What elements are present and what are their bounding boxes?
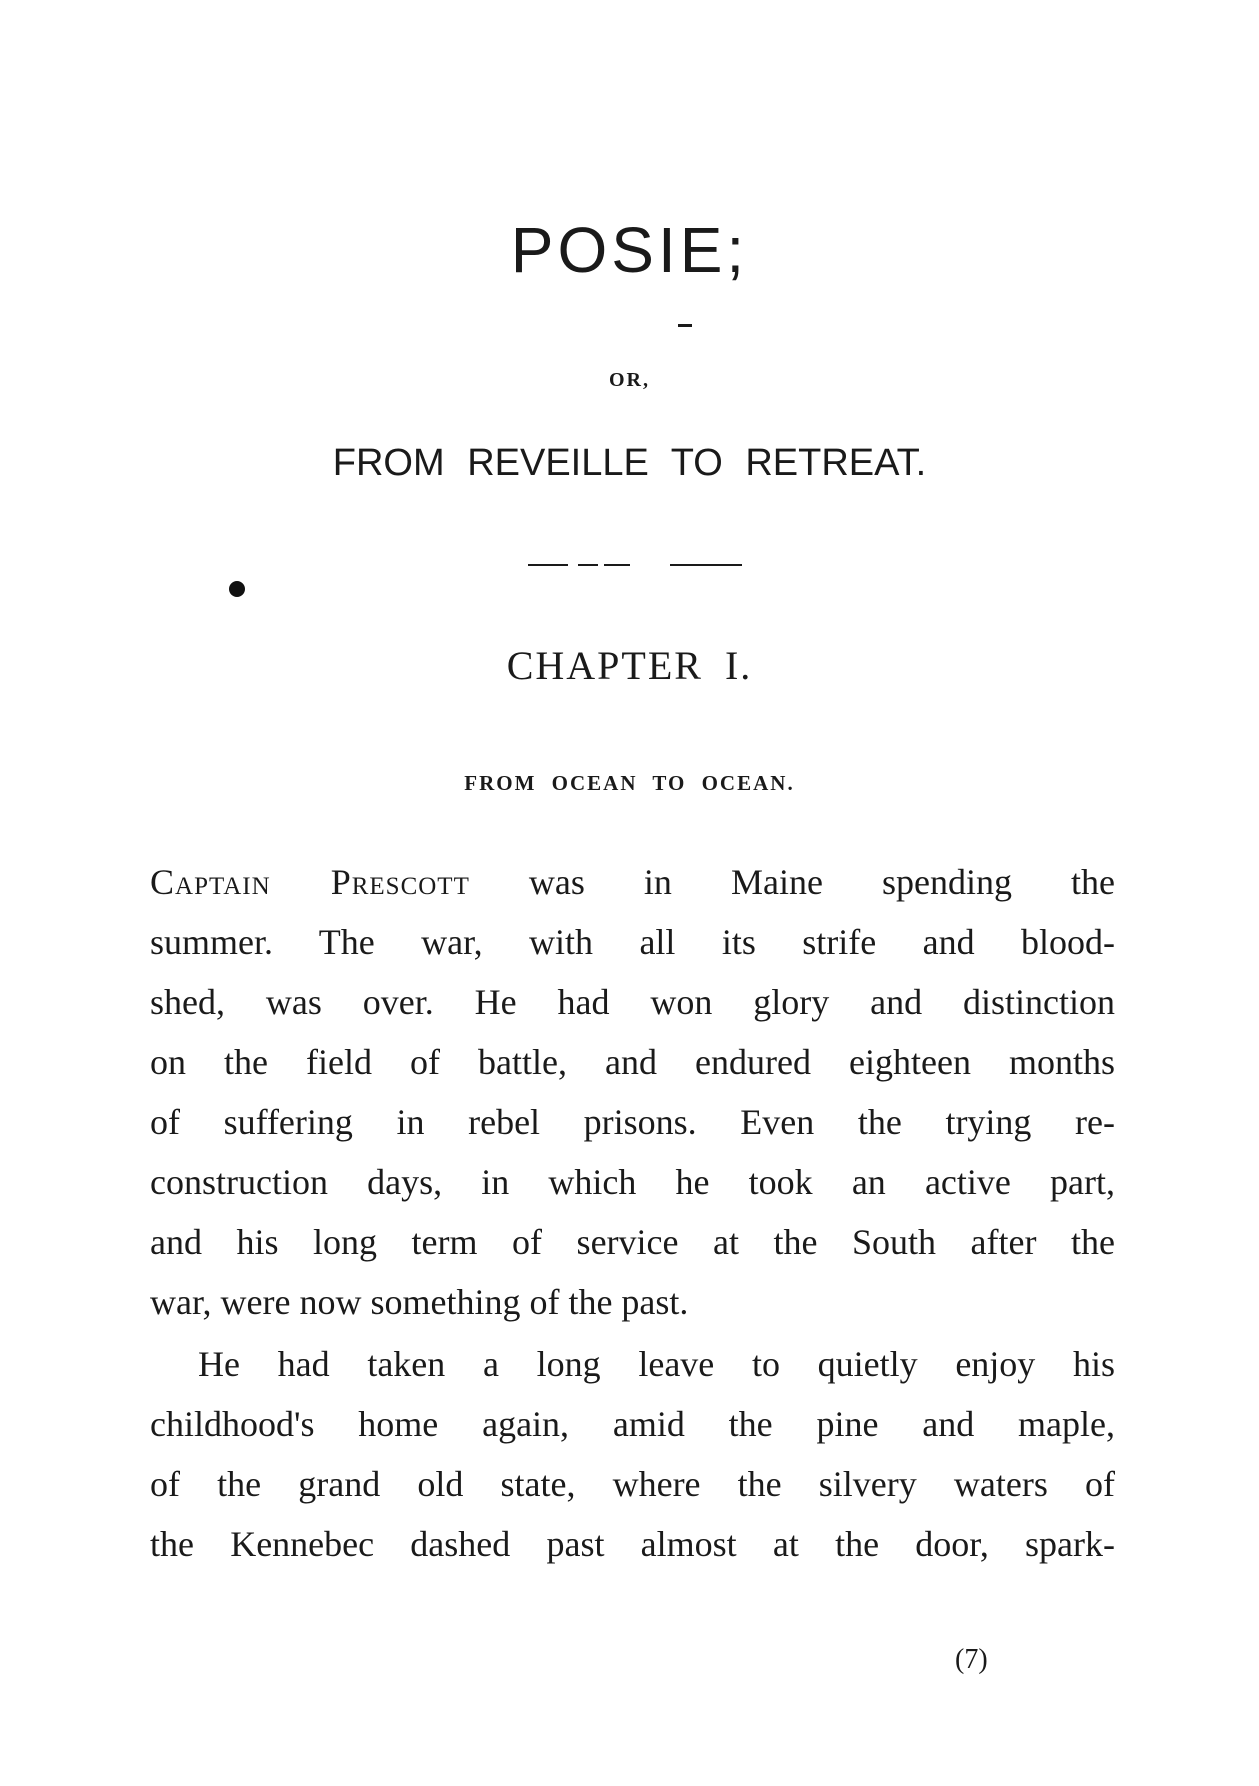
text-line: of the grand old state, where the silvery waters of [150, 1464, 1115, 1504]
text-line: He had taken a long leave to quietly enjoy his [198, 1344, 1115, 1384]
text-line: war, were now something of the past. [150, 1282, 689, 1322]
text-line: construction days, in which he took an active part, [150, 1162, 1115, 1202]
text-line: and his long term of service at the South after the [150, 1222, 1115, 1262]
book-title: POSIE; [510, 214, 749, 286]
title-or-connector: OR, [609, 369, 650, 391]
line-text: was in Maine spending the [469, 862, 1115, 902]
paragraph-1 [150, 852, 1115, 1332]
ornamental-rule [670, 564, 742, 566]
text-line: the Kennebec dashed past almost at the door, spark- [150, 1524, 1115, 1564]
text-line: on the field of battle, and endured eighteen months [150, 1042, 1115, 1082]
chapter-subheading: FROM OCEAN TO OCEAN. [464, 771, 795, 795]
text-line: of suffering in rebel prisons. Even the trying re- [150, 1102, 1115, 1142]
text-line: summer. The war, with all its strife and blood- [150, 922, 1115, 962]
text-line: childhood's home again, amid the pine and maple, [150, 1404, 1115, 1444]
ornamental-rule [604, 564, 630, 566]
opening-small-caps: Captain Prescott [150, 862, 470, 902]
ornamental-rule [528, 564, 568, 566]
chapter-heading: CHAPTER I. [506, 643, 753, 688]
text-line [150, 852, 1115, 912]
book-subtitle: FROM REVEILLE TO RETREAT. [332, 442, 927, 484]
ink-spot [229, 581, 245, 597]
page-number: (7) [955, 1644, 988, 1675]
text-line: shed, was over. He had won glory and distinction [150, 982, 1115, 1022]
title-underline-mark [678, 324, 692, 327]
paragraph-2 [150, 1334, 1115, 1574]
ornamental-rule [578, 564, 598, 566]
